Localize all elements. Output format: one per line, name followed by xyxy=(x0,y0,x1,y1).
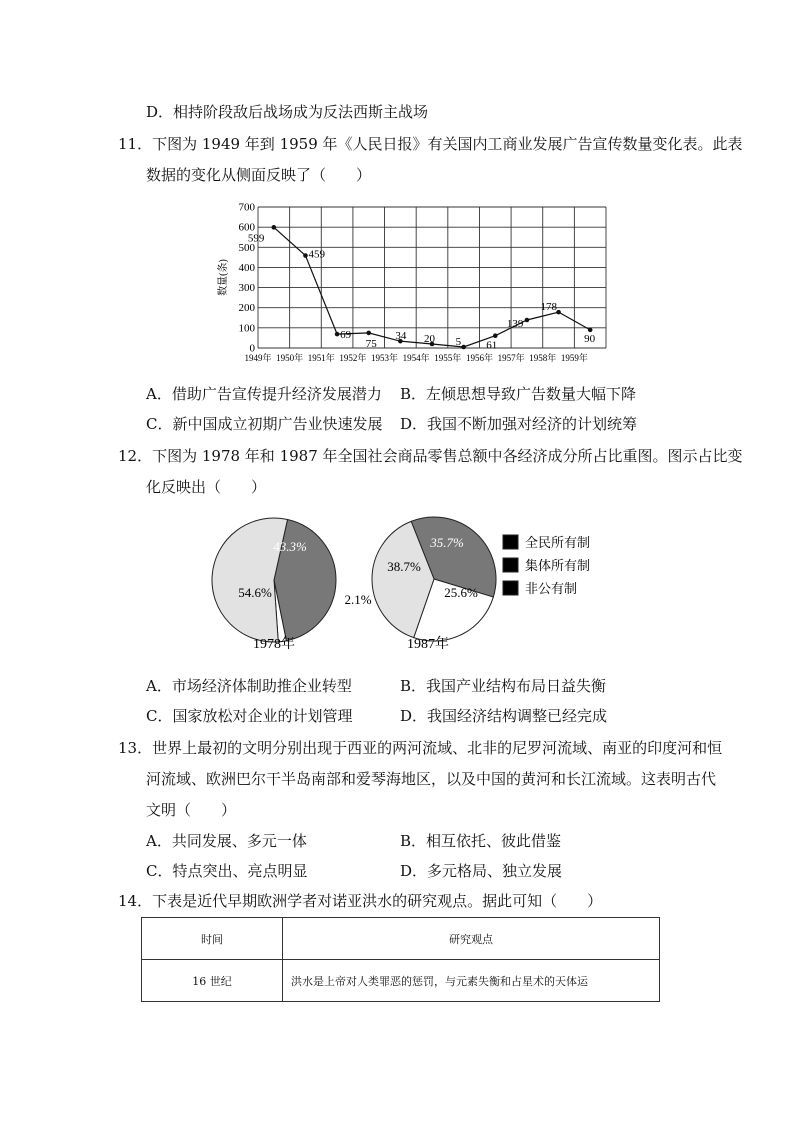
legend-swatch-state xyxy=(503,535,518,549)
q14-stem: 14．下表是近代早期欧洲学者对诺亚洪水的研究观点。据此可知（ ） xyxy=(118,892,603,910)
slice-label: 43.3% xyxy=(273,539,307,554)
data-point xyxy=(588,328,593,333)
line-chart xyxy=(200,196,620,368)
q13-option-b[interactable]: B．相互依托、彼此借鉴 xyxy=(400,832,562,850)
x-tick-label: 1958年 xyxy=(529,353,557,363)
q11-stem-line2: 数据的变化从侧面反映了（ ） xyxy=(146,166,372,184)
q12-stem-line2: 化反映出（ ） xyxy=(146,478,267,496)
q14-table-header-row xyxy=(142,918,660,960)
q13-option-c[interactable]: C．特点突出、亮点明显 xyxy=(146,862,308,880)
y-tick-label: 700 xyxy=(238,201,255,214)
data-label: 139 xyxy=(506,318,524,331)
y-axis-label: 数量(条) xyxy=(218,259,229,296)
legend-swatch-private xyxy=(503,581,518,595)
pie-1978-title: 1978年 xyxy=(253,637,295,652)
q13-option-d[interactable]: D．多元格局、独立发展 xyxy=(400,862,563,880)
q12-option-a[interactable]: A．市场经济体制助推企业转型 xyxy=(146,677,352,695)
y-tick-label: 300 xyxy=(238,282,255,295)
x-tick-label: 1955年 xyxy=(434,353,462,363)
q11-option-a[interactable]: A．借助广告宣传提升经济发展潜力 xyxy=(146,385,382,403)
data-label: 599 xyxy=(247,232,265,245)
q11-option-c[interactable]: C．新中国成立初期广告业快速发展 xyxy=(146,415,383,433)
x-tick-label: 1953年 xyxy=(371,353,399,363)
q13-stem-line3: 文明（ ） xyxy=(146,801,237,819)
q14-cell-view: 洪水是上帝对人类罪恶的惩罚，与元素失衡和占星术的天体运 xyxy=(283,960,660,1002)
x-tick-label: 1956年 xyxy=(465,353,493,363)
q14-cell-time: 16 世纪 xyxy=(142,960,283,1002)
y-tick-label: 500 xyxy=(238,241,255,254)
pie-1978 xyxy=(212,518,372,642)
data-point xyxy=(493,333,498,338)
q12-option-b[interactable]: B．我国产业结构布局日益失衡 xyxy=(400,677,607,695)
pie-1987 xyxy=(372,517,496,641)
data-point xyxy=(303,253,308,258)
data-point xyxy=(461,345,466,350)
data-point xyxy=(525,318,530,323)
q14-table xyxy=(141,917,660,1002)
slice-label: 38.7% xyxy=(387,559,421,574)
data-label: 459 xyxy=(308,248,325,261)
q14-header-time: 时间 xyxy=(142,918,283,960)
q14-header-view: 研究观点 xyxy=(283,918,660,960)
data-label: 178 xyxy=(540,301,558,314)
y-tick-label: 600 xyxy=(238,221,255,234)
legend-swatch-collective xyxy=(503,558,518,572)
q10-option-d: D．相持阶段敌后战场成为反法西斯主战场 xyxy=(146,103,429,121)
x-tick-label: 1959年 xyxy=(560,353,588,363)
data-label: 5 xyxy=(455,335,462,348)
slice-label: 25.6% xyxy=(444,585,478,600)
data-point xyxy=(272,225,277,230)
q11-stem-line1: 11．下图为 1949 年到 1959 年《人民日报》有关国内工商业发展广告宣传数量变化表。此表 xyxy=(118,135,743,153)
data-label: 90 xyxy=(584,332,596,345)
q11-option-d[interactable]: D．我国不断加强对经济的计划统筹 xyxy=(400,415,638,433)
x-tick-label: 1952年 xyxy=(339,353,367,363)
x-tick-label: 1957年 xyxy=(497,353,525,363)
y-tick-label: 400 xyxy=(238,261,255,274)
data-label: 75 xyxy=(365,337,377,350)
slice-label: 35.7% xyxy=(430,535,464,550)
y-tick-label: 0 xyxy=(249,342,255,355)
slice-label: 2.1% xyxy=(344,592,372,607)
q11-option-b[interactable]: B．左倾思想导致广告数量大幅下降 xyxy=(400,385,637,403)
legend-label-collective: 集体所有制 xyxy=(525,558,591,573)
slice-label: 54.6% xyxy=(238,585,272,600)
data-label: 34 xyxy=(395,330,407,343)
data-point xyxy=(366,331,371,336)
q12-option-d[interactable]: D．我国经济结构调整已经完成 xyxy=(400,707,608,725)
y-tick-label: 100 xyxy=(238,322,255,335)
data-label: 69 xyxy=(340,329,352,342)
x-tick-label: 1950年 xyxy=(276,353,304,363)
x-tick-label: 1954年 xyxy=(402,353,430,363)
data-point xyxy=(335,332,340,337)
legend-label-private: 非公有制 xyxy=(525,581,578,596)
q12-stem-line1: 12．下图为 1978 年和 1987 年全国社会商品零售总额中各经济成分所占比重图。图示占比变 xyxy=(118,447,743,465)
x-tick-label: 1951年 xyxy=(307,353,335,363)
legend-label-state: 全民所有制 xyxy=(525,535,591,550)
pie-1987-title: 1987年 xyxy=(407,637,449,652)
table-row xyxy=(142,960,660,1002)
x-tick-label: 1949年 xyxy=(244,353,272,363)
data-label: 61 xyxy=(486,339,498,352)
q13-option-a[interactable]: A．共同发展、多元一体 xyxy=(146,832,307,850)
q13-stem-line1: 13．世界上最初的文明分别出现于西亚的两河流域、北非的尼罗河流域、南亚的印度河和恒 xyxy=(118,739,723,757)
pie-charts xyxy=(190,500,630,660)
pie-legend xyxy=(503,535,590,596)
q13-stem-line2: 河流域、欧洲巴尔干半岛南部和爱琴海地区，以及中国的黄河和长江流域。这表明古代 xyxy=(146,770,717,788)
q12-option-c[interactable]: C．国家放松对企业的计划管理 xyxy=(146,707,353,725)
data-label: 20 xyxy=(424,332,435,345)
y-tick-label: 200 xyxy=(238,302,255,315)
